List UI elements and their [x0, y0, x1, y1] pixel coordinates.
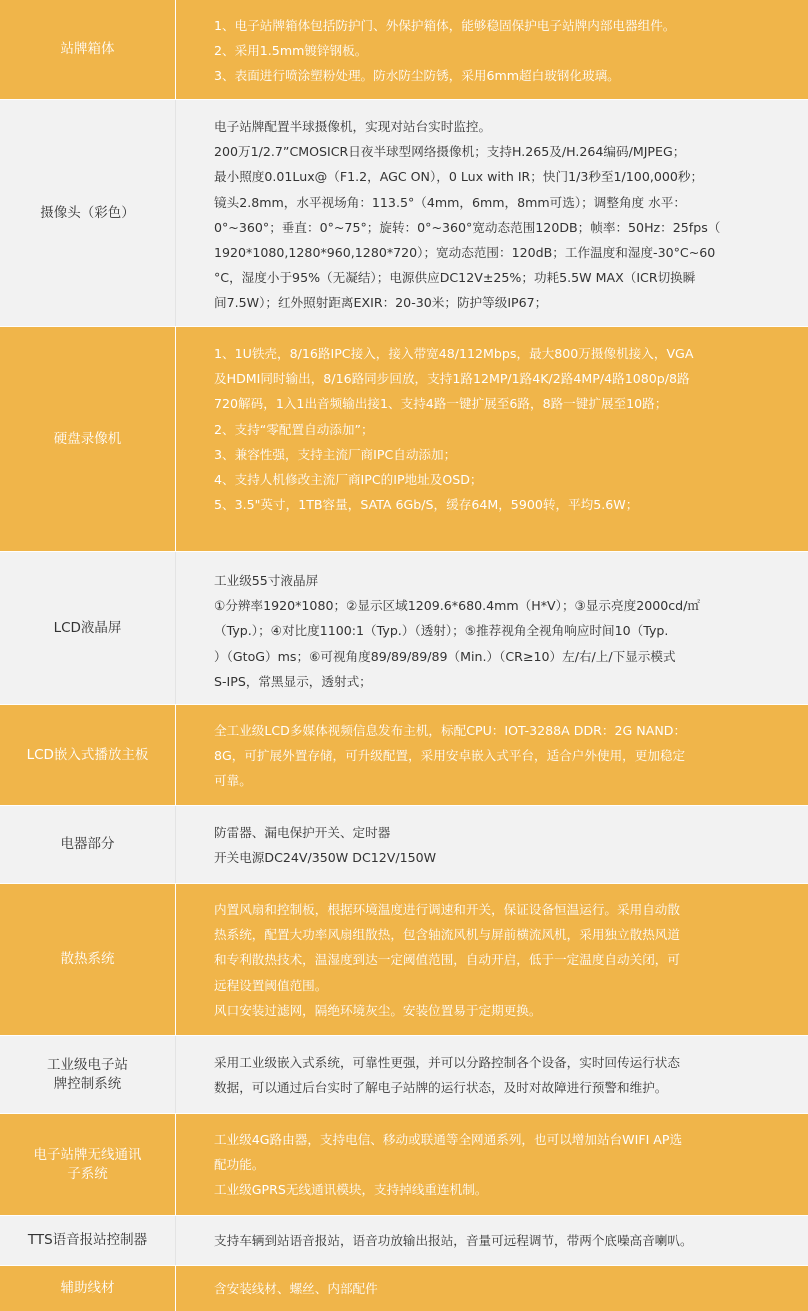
- content-line: 开关电源DC24V/350W DC12V/150W: [214, 850, 437, 866]
- table-row-accessories: [0, 1266, 808, 1311]
- row-content: [176, 1114, 808, 1215]
- content-line: 3、兼容性强，支持主流厂商IPC自动添加；: [214, 446, 457, 462]
- row-content: [176, 100, 808, 326]
- content-line: 电子站牌配置半球摄像机，实现对站台实时监控。: [214, 119, 492, 134]
- content-line: （Typ.）；④对比度1100:1（Typ.）（透射）；⑤推荐视角全视角响应时间10（Typ.: [214, 623, 669, 639]
- row-label: 电器部分: [0, 806, 176, 883]
- table-row-wireless: [0, 1114, 808, 1216]
- content-line: 工业级55寸液晶屏: [214, 573, 319, 588]
- content-line: 最小照度0.01Lux@（F1.2，AGC ON），0 Lux with IR；快门1/3秒至1/100,000秒；: [214, 169, 704, 185]
- content-line: 远程设置阈值范围。: [214, 977, 328, 993]
- content-line: 支持车辆到站语音报站，语音功放输出报站，音量可远程调节，带两个底噪高音喇叭。: [214, 1233, 693, 1248]
- content-line: ）（GtoG）ms；⑥可视角度89/89/89/89（Min.）（CR≥10）左/右/上/下显示模式: [214, 648, 676, 664]
- content-line: 2、支持“零配置自动添加”；: [214, 421, 374, 437]
- content-line: 200万1/2.7”CMOSICR日夜半球型网络摄像机；支持H.265及/H.264编码/MJPEG；: [214, 144, 686, 160]
- content-line: 含安装线材、螺丝、内部配件: [214, 1281, 378, 1296]
- content-line: 内置风扇和控制板，根据环境温度进行调速和开关，保证设备恒温运行。采用自动散: [214, 902, 680, 917]
- content-line: 3、表面进行喷涂塑粉处理。防水防尘防锈，采用6mm超白玻钢化玻璃。: [214, 68, 620, 84]
- table-row-lcd: [0, 552, 808, 705]
- table-row-enclosure: [0, 0, 808, 100]
- content-line: 工业级GPRS无线通讯模块，支持掉线重连机制。: [214, 1182, 488, 1198]
- row-label: 辅助线材: [0, 1266, 176, 1311]
- content-line: S-IPS，常黑显示，透射式；: [214, 673, 372, 689]
- row-content: [176, 705, 808, 805]
- row-label: 硬盘录像机: [0, 327, 176, 551]
- table-row-cooling: [0, 884, 808, 1036]
- content-line: 数据，可以通过后台实时了解电子站牌的运行状态，及时对故障进行预警和维护。: [214, 1080, 668, 1096]
- content-line: 工业级4G路由器，支持电信、移动或联通等全网通系列，也可以增加站台WIFI AP选: [214, 1132, 683, 1147]
- content-line: 1920*1080,1280*960,1280*720）；宽动态范围：120dB；工作温度和湿度-30°C~60: [214, 245, 716, 261]
- row-content: [176, 1036, 808, 1113]
- content-line: °C，湿度小于95%（无凝结）；电源供应DC12V±25%；功耗5.5W MAX（ICR切换瞬: [214, 270, 696, 286]
- row-label: 摄像头（彩色）: [0, 100, 176, 326]
- row-content: [176, 1266, 808, 1311]
- row-content: [176, 884, 808, 1035]
- table-row-electrical: [0, 806, 808, 884]
- row-content: [176, 0, 808, 99]
- content-line: ①分辨率1920*1080；②显示区域1209.6*680.4mm（H*V）；③显示亮度2000cd/㎡: [214, 598, 701, 614]
- table-row-dvr: [0, 327, 808, 552]
- row-content: [176, 327, 808, 551]
- row-content: [176, 806, 808, 883]
- content-line: 5、3.5"英寸，1TB容量，SATA 6Gb/S，缓存64M，5900转，平均5.6W；: [214, 497, 639, 513]
- content-line: 和专利散热技术，温湿度到达一定阈值范围，自动开启，低于一定温度自动关闭，可: [214, 952, 680, 968]
- content-line: 风口安装过滤网，隔绝环境灰尘。安装位置易于定期更换。: [214, 1002, 542, 1018]
- content-line: 1、电子站牌箱体包括防护门、外保护箱体，能够稳固保护电子站牌内部电器组件。: [214, 18, 676, 33]
- content-line: 0°~360°；垂直：0°~75°；旋转：0°~360°宽动态范围120DB；帧率：50Hz：25fps（: [214, 219, 721, 235]
- content-line: 防雷器、漏电保护开关、定时器: [214, 825, 391, 840]
- content-line: 720解码，1入1出音频输出接1、支持4路一键扩展至6路，8路一键扩展至10路；: [214, 396, 668, 412]
- content-line: 镜头2.8mm，水平视场角：113.5°（4mm，6mm，8mm可选）；调整角度 水平：: [214, 194, 686, 210]
- content-line: 全工业级LCD多媒体视频信息发布主机，标配CPU：IOT-3288A DDR：2G NAND：: [214, 723, 687, 738]
- row-label: 工业级电子站 牌控制系统: [0, 1036, 176, 1113]
- table-row-camera: [0, 100, 808, 327]
- content-line: 4、支持人机修改主流厂商IPC的IP地址及OSD；: [214, 472, 483, 488]
- table-row-control-system: [0, 1036, 808, 1114]
- content-line: 间7.5W）；红外照射距离EXIR：20-30米；防护等级IP67；: [214, 295, 548, 311]
- row-label: 站牌箱体: [0, 0, 176, 99]
- content-line: 配功能。: [214, 1157, 265, 1173]
- row-content: [176, 552, 808, 704]
- content-line: 2、采用1.5mm镀锌钢板。: [214, 43, 368, 59]
- content-line: 及HDMI同时输出，8/16路同步回放，支持1路12MP/1路4K/2路4MP/4路1080p/8路: [214, 371, 690, 387]
- row-label: TTS语音报站控制器: [0, 1216, 176, 1265]
- content-line: 热系统，配置大功率风扇组散热，包含轴流风机与屏前横流风机，采用独立散热风道: [214, 927, 680, 943]
- row-label: LCD液晶屏: [0, 552, 176, 704]
- row-label: 电子站牌无线通讯 子系统: [0, 1114, 176, 1215]
- content-line: 8G，可扩展外置存储，可升级配置，采用安卓嵌入式平台，适合户外使用，更加稳定: [214, 748, 686, 764]
- table-row-player-board: [0, 705, 808, 806]
- row-label: 散热系统: [0, 884, 176, 1035]
- table-row-tts: [0, 1216, 808, 1266]
- row-content: [176, 1216, 808, 1265]
- content-line: 1、1U铁壳，8/16路IPC接入，接入带宽48/112Mbps，最大800万摄像机接入，VGA: [214, 346, 694, 361]
- row-label: LCD嵌入式播放主板: [0, 705, 176, 805]
- content-line: 采用工业级嵌入式系统，可靠性更强，并可以分路控制各个设备，实时回传运行状态: [214, 1055, 680, 1070]
- content-line: 可靠。: [214, 773, 252, 789]
